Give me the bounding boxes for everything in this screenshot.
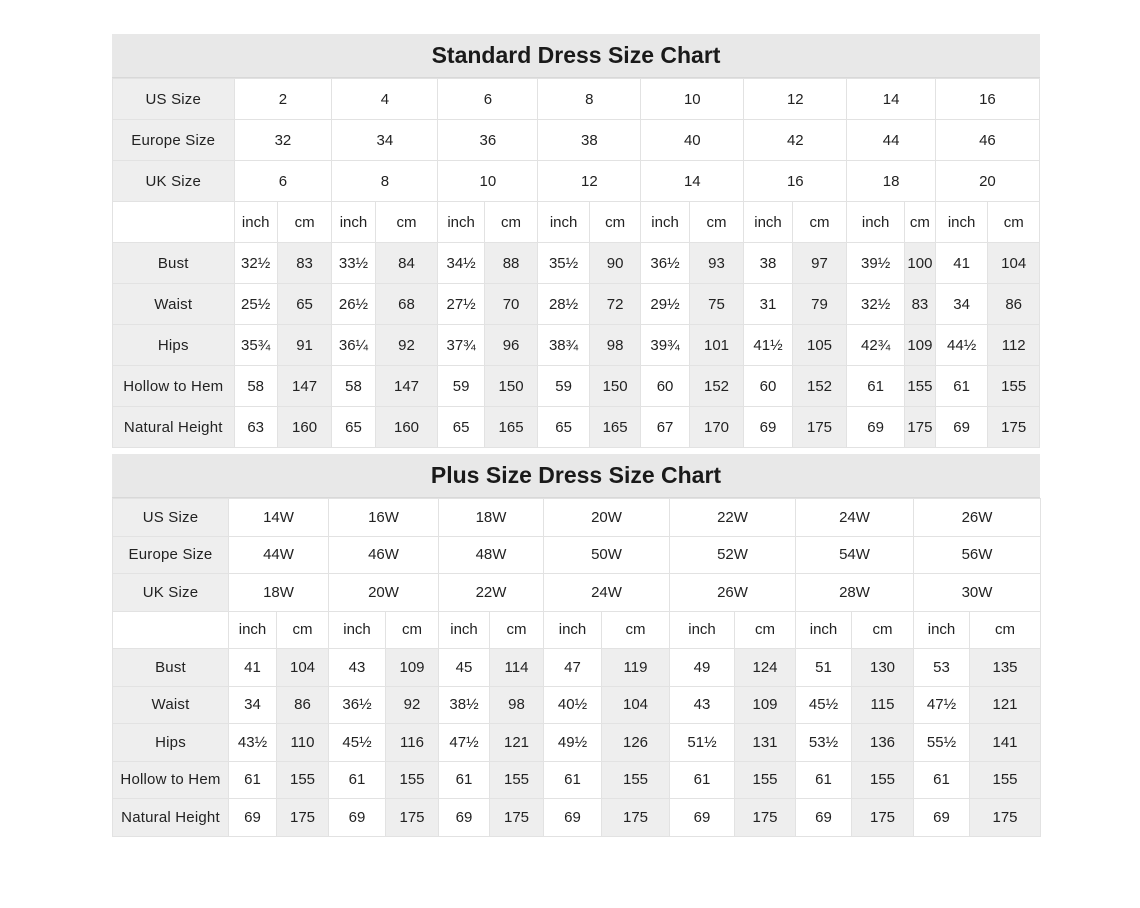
cm-value-cell: 147 xyxy=(277,366,332,407)
plus-unit-row xyxy=(113,611,1041,649)
row-label: US Size xyxy=(113,79,235,120)
unit-cm-header: cm xyxy=(792,202,847,243)
inch-value-cell: 69 xyxy=(935,407,988,448)
cm-value-cell: 112 xyxy=(988,325,1040,366)
plus-measure-row xyxy=(113,799,1041,837)
inch-value-cell: 55½ xyxy=(914,724,970,762)
cm-value-cell: 150 xyxy=(589,366,641,407)
row-label: Hips xyxy=(113,724,229,762)
inch-value-cell: 38½ xyxy=(439,686,490,724)
row-label: UK Size xyxy=(113,574,229,612)
inch-value-cell: 59 xyxy=(438,366,484,407)
size-cell: 48W xyxy=(439,536,544,574)
inch-value-cell: 41 xyxy=(229,649,277,687)
inch-value-cell: 47 xyxy=(544,649,602,687)
inch-value-cell: 34½ xyxy=(438,243,484,284)
size-cell: 4 xyxy=(332,79,438,120)
inch-value-cell: 69 xyxy=(229,799,277,837)
inch-value-cell: 61 xyxy=(439,761,490,799)
standard-unit-row xyxy=(113,202,1040,243)
inch-value-cell: 36¼ xyxy=(332,325,375,366)
size-cell: 16 xyxy=(744,161,847,202)
inch-value-cell: 26½ xyxy=(332,284,375,325)
cm-value-cell: 155 xyxy=(490,761,544,799)
cm-value-cell: 175 xyxy=(970,799,1041,837)
unit-inch-header: inch xyxy=(670,611,735,649)
cm-value-cell: 91 xyxy=(277,325,332,366)
inch-value-cell: 47½ xyxy=(914,686,970,724)
cm-value-cell: 160 xyxy=(277,407,332,448)
unit-cm-header: cm xyxy=(484,202,538,243)
cm-value-cell: 175 xyxy=(852,799,914,837)
inch-value-cell: 27½ xyxy=(438,284,484,325)
cm-value-cell: 75 xyxy=(689,284,744,325)
inch-value-cell: 51 xyxy=(796,649,852,687)
inch-value-cell: 61 xyxy=(796,761,852,799)
inch-value-cell: 61 xyxy=(847,366,905,407)
cm-value-cell: 88 xyxy=(484,243,538,284)
cm-value-cell: 109 xyxy=(735,686,796,724)
cm-value-cell: 175 xyxy=(904,407,935,448)
size-cell: 22W xyxy=(670,499,796,537)
inch-value-cell: 34 xyxy=(935,284,988,325)
inch-value-cell: 63 xyxy=(234,407,277,448)
inch-value-cell: 28½ xyxy=(538,284,590,325)
row-label: Hips xyxy=(113,325,235,366)
unit-inch-header: inch xyxy=(847,202,905,243)
cm-value-cell: 104 xyxy=(602,686,670,724)
unit-cm-header: cm xyxy=(602,611,670,649)
cm-value-cell: 175 xyxy=(988,407,1040,448)
cm-value-cell: 150 xyxy=(484,366,538,407)
size-cell: 32 xyxy=(234,120,332,161)
size-cell: 8 xyxy=(332,161,438,202)
inch-value-cell: 45½ xyxy=(796,686,852,724)
cm-value-cell: 155 xyxy=(988,366,1040,407)
size-cell: 14W xyxy=(229,499,329,537)
unit-inch-header: inch xyxy=(641,202,689,243)
size-cell: 18W xyxy=(229,574,329,612)
inch-value-cell: 43½ xyxy=(229,724,277,762)
row-label: US Size xyxy=(113,499,229,537)
size-cell: 20W xyxy=(544,499,670,537)
size-cell: 52W xyxy=(670,536,796,574)
standard-measure-row xyxy=(113,366,1040,407)
row-label: Europe Size xyxy=(113,120,235,161)
inch-value-cell: 58 xyxy=(332,366,375,407)
inch-value-cell: 65 xyxy=(538,407,590,448)
cm-value-cell: 155 xyxy=(602,761,670,799)
unit-inch-header: inch xyxy=(438,202,484,243)
inch-value-cell: 33½ xyxy=(332,243,375,284)
size-cell: 12 xyxy=(744,79,847,120)
inch-value-cell: 41½ xyxy=(744,325,792,366)
inch-value-cell: 67 xyxy=(641,407,689,448)
size-cell: 40 xyxy=(641,120,744,161)
cm-value-cell: 160 xyxy=(375,407,438,448)
plus-measure-row xyxy=(113,686,1041,724)
size-cell: 6 xyxy=(438,79,538,120)
inch-value-cell: 36½ xyxy=(329,686,386,724)
cm-value-cell: 109 xyxy=(386,649,439,687)
inch-value-cell: 38¾ xyxy=(538,325,590,366)
size-cell: 16W xyxy=(329,499,439,537)
inch-value-cell: 31 xyxy=(744,284,792,325)
row-label: Natural Height xyxy=(113,799,229,837)
cm-value-cell: 83 xyxy=(277,243,332,284)
unit-inch-header: inch xyxy=(538,202,590,243)
inch-value-cell: 69 xyxy=(544,799,602,837)
cm-value-cell: 165 xyxy=(484,407,538,448)
cm-value-cell: 97 xyxy=(792,243,847,284)
cm-value-cell: 152 xyxy=(792,366,847,407)
inch-value-cell: 59 xyxy=(538,366,590,407)
cm-value-cell: 165 xyxy=(589,407,641,448)
inch-value-cell: 58 xyxy=(234,366,277,407)
size-cell: 2 xyxy=(234,79,332,120)
inch-value-cell: 69 xyxy=(796,799,852,837)
cm-value-cell: 93 xyxy=(689,243,744,284)
plus-measure-row xyxy=(113,724,1041,762)
cm-value-cell: 175 xyxy=(386,799,439,837)
unit-inch-header: inch xyxy=(796,611,852,649)
inch-value-cell: 42¾ xyxy=(847,325,905,366)
row-label: Waist xyxy=(113,284,235,325)
unit-cm-header: cm xyxy=(904,202,935,243)
unit-inch-header: inch xyxy=(914,611,970,649)
unit-row-label xyxy=(113,611,229,649)
inch-value-cell: 53 xyxy=(914,649,970,687)
plus-measure-row xyxy=(113,761,1041,799)
unit-cm-header: cm xyxy=(375,202,438,243)
cm-value-cell: 131 xyxy=(735,724,796,762)
cm-value-cell: 104 xyxy=(277,649,329,687)
inch-value-cell: 69 xyxy=(744,407,792,448)
row-label: Europe Size xyxy=(113,536,229,574)
unit-cm-header: cm xyxy=(589,202,641,243)
size-cell: 50W xyxy=(544,536,670,574)
inch-value-cell: 61 xyxy=(329,761,386,799)
inch-value-cell: 45 xyxy=(439,649,490,687)
cm-value-cell: 141 xyxy=(970,724,1041,762)
cm-value-cell: 136 xyxy=(852,724,914,762)
cm-value-cell: 105 xyxy=(792,325,847,366)
inch-value-cell: 49½ xyxy=(544,724,602,762)
cm-value-cell: 126 xyxy=(602,724,670,762)
cm-value-cell: 121 xyxy=(970,686,1041,724)
cm-value-cell: 152 xyxy=(689,366,744,407)
inch-value-cell: 69 xyxy=(914,799,970,837)
size-cell: 46 xyxy=(935,120,1039,161)
inch-value-cell: 39¾ xyxy=(641,325,689,366)
cm-value-cell: 175 xyxy=(792,407,847,448)
inch-value-cell: 49 xyxy=(670,649,735,687)
cm-value-cell: 115 xyxy=(852,686,914,724)
inch-value-cell: 43 xyxy=(329,649,386,687)
inch-value-cell: 60 xyxy=(641,366,689,407)
cm-value-cell: 86 xyxy=(988,284,1040,325)
size-cell: 56W xyxy=(914,536,1041,574)
cm-value-cell: 83 xyxy=(904,284,935,325)
cm-value-cell: 110 xyxy=(277,724,329,762)
standard-measure-row xyxy=(113,284,1040,325)
inch-value-cell: 41 xyxy=(935,243,988,284)
cm-value-cell: 70 xyxy=(484,284,538,325)
size-cell: 44 xyxy=(847,120,936,161)
cm-value-cell: 101 xyxy=(689,325,744,366)
unit-cm-header: cm xyxy=(988,202,1040,243)
inch-value-cell: 61 xyxy=(229,761,277,799)
unit-cm-header: cm xyxy=(735,611,796,649)
size-cell: 24W xyxy=(796,499,914,537)
size-cell: 14 xyxy=(847,79,936,120)
cm-value-cell: 175 xyxy=(490,799,544,837)
unit-inch-header: inch xyxy=(332,202,375,243)
inch-value-cell: 69 xyxy=(847,407,905,448)
inch-value-cell: 38 xyxy=(744,243,792,284)
inch-value-cell: 25½ xyxy=(234,284,277,325)
inch-value-cell: 34 xyxy=(229,686,277,724)
inch-value-cell: 29½ xyxy=(641,284,689,325)
inch-value-cell: 40½ xyxy=(544,686,602,724)
row-label: Hollow to Hem xyxy=(113,366,235,407)
unit-row-label xyxy=(113,202,235,243)
size-cell: 18 xyxy=(847,161,936,202)
unit-inch-header: inch xyxy=(744,202,792,243)
standard-size-row xyxy=(113,79,1040,120)
row-label: Waist xyxy=(113,686,229,724)
inch-value-cell: 61 xyxy=(544,761,602,799)
size-cell: 12 xyxy=(538,161,641,202)
cm-value-cell: 175 xyxy=(277,799,329,837)
unit-cm-header: cm xyxy=(490,611,544,649)
size-cell: 10 xyxy=(641,79,744,120)
cm-value-cell: 92 xyxy=(386,686,439,724)
inch-value-cell: 44½ xyxy=(935,325,988,366)
standard-size-row xyxy=(113,120,1040,161)
cm-value-cell: 100 xyxy=(904,243,935,284)
standard-measure-row xyxy=(113,243,1040,284)
cm-value-cell: 155 xyxy=(904,366,935,407)
unit-cm-header: cm xyxy=(277,202,332,243)
inch-value-cell: 61 xyxy=(670,761,735,799)
cm-value-cell: 135 xyxy=(970,649,1041,687)
cm-value-cell: 79 xyxy=(792,284,847,325)
standard-size-row xyxy=(113,161,1040,202)
size-cell: 6 xyxy=(234,161,332,202)
unit-inch-header: inch xyxy=(439,611,490,649)
size-cell: 16 xyxy=(935,79,1039,120)
size-cell: 10 xyxy=(438,161,538,202)
size-cell: 18W xyxy=(439,499,544,537)
size-cell: 46W xyxy=(329,536,439,574)
inch-value-cell: 35½ xyxy=(538,243,590,284)
inch-value-cell: 61 xyxy=(935,366,988,407)
cm-value-cell: 119 xyxy=(602,649,670,687)
cm-value-cell: 175 xyxy=(602,799,670,837)
cm-value-cell: 121 xyxy=(490,724,544,762)
size-cell: 34 xyxy=(332,120,438,161)
size-cell: 36 xyxy=(438,120,538,161)
standard-size-table xyxy=(112,78,1040,448)
inch-value-cell: 45½ xyxy=(329,724,386,762)
cm-value-cell: 98 xyxy=(490,686,544,724)
inch-value-cell: 32½ xyxy=(234,243,277,284)
cm-value-cell: 147 xyxy=(375,366,438,407)
unit-inch-header: inch xyxy=(329,611,386,649)
size-cell: 20W xyxy=(329,574,439,612)
plus-size-table xyxy=(112,498,1041,837)
unit-cm-header: cm xyxy=(386,611,439,649)
unit-inch-header: inch xyxy=(544,611,602,649)
standard-measure-row xyxy=(113,325,1040,366)
cm-value-cell: 84 xyxy=(375,243,438,284)
cm-value-cell: 72 xyxy=(589,284,641,325)
cm-value-cell: 114 xyxy=(490,649,544,687)
row-label: Hollow to Hem xyxy=(113,761,229,799)
plus-size-row xyxy=(113,536,1041,574)
unit-inch-header: inch xyxy=(229,611,277,649)
inch-value-cell: 47½ xyxy=(439,724,490,762)
cm-value-cell: 96 xyxy=(484,325,538,366)
row-label: Bust xyxy=(113,243,235,284)
size-cell: 28W xyxy=(796,574,914,612)
plus-size-row xyxy=(113,574,1041,612)
cm-value-cell: 130 xyxy=(852,649,914,687)
size-cell: 20 xyxy=(935,161,1039,202)
unit-cm-header: cm xyxy=(277,611,329,649)
standard-measure-row xyxy=(113,407,1040,448)
inch-value-cell: 51½ xyxy=(670,724,735,762)
row-label: Bust xyxy=(113,649,229,687)
size-cell: 44W xyxy=(229,536,329,574)
inch-value-cell: 43 xyxy=(670,686,735,724)
size-cell: 8 xyxy=(538,79,641,120)
inch-value-cell: 60 xyxy=(744,366,792,407)
size-chart-sheet xyxy=(112,34,1040,837)
size-cell: 14 xyxy=(641,161,744,202)
size-cell: 30W xyxy=(914,574,1041,612)
size-cell: 26W xyxy=(670,574,796,612)
cm-value-cell: 90 xyxy=(589,243,641,284)
unit-cm-header: cm xyxy=(970,611,1041,649)
cm-value-cell: 155 xyxy=(852,761,914,799)
inch-value-cell: 69 xyxy=(329,799,386,837)
cm-value-cell: 104 xyxy=(988,243,1040,284)
cm-value-cell: 155 xyxy=(970,761,1041,799)
cm-value-cell: 98 xyxy=(589,325,641,366)
inch-value-cell: 37¾ xyxy=(438,325,484,366)
size-cell: 38 xyxy=(538,120,641,161)
inch-value-cell: 53½ xyxy=(796,724,852,762)
cm-value-cell: 109 xyxy=(904,325,935,366)
size-cell: 26W xyxy=(914,499,1041,537)
cm-value-cell: 92 xyxy=(375,325,438,366)
size-cell: 42 xyxy=(744,120,847,161)
cm-value-cell: 68 xyxy=(375,284,438,325)
size-cell: 22W xyxy=(439,574,544,612)
standard-chart-title: Standard Dress Size Chart xyxy=(112,34,1040,78)
size-cell: 24W xyxy=(544,574,670,612)
cm-value-cell: 170 xyxy=(689,407,744,448)
inch-value-cell: 32½ xyxy=(847,284,905,325)
cm-value-cell: 175 xyxy=(735,799,796,837)
cm-value-cell: 155 xyxy=(735,761,796,799)
inch-value-cell: 65 xyxy=(332,407,375,448)
row-label: UK Size xyxy=(113,161,235,202)
unit-inch-header: inch xyxy=(935,202,988,243)
inch-value-cell: 65 xyxy=(438,407,484,448)
row-label: Natural Height xyxy=(113,407,235,448)
plus-chart-title: Plus Size Dress Size Chart xyxy=(112,454,1040,498)
size-cell: 54W xyxy=(796,536,914,574)
unit-cm-header: cm xyxy=(689,202,744,243)
inch-value-cell: 36½ xyxy=(641,243,689,284)
cm-value-cell: 116 xyxy=(386,724,439,762)
inch-value-cell: 69 xyxy=(439,799,490,837)
plus-measure-row xyxy=(113,649,1041,687)
unit-cm-header: cm xyxy=(852,611,914,649)
inch-value-cell: 61 xyxy=(914,761,970,799)
cm-value-cell: 155 xyxy=(277,761,329,799)
plus-size-row xyxy=(113,499,1041,537)
inch-value-cell: 69 xyxy=(670,799,735,837)
cm-value-cell: 86 xyxy=(277,686,329,724)
cm-value-cell: 155 xyxy=(386,761,439,799)
inch-value-cell: 35¾ xyxy=(234,325,277,366)
unit-inch-header: inch xyxy=(234,202,277,243)
cm-value-cell: 65 xyxy=(277,284,332,325)
inch-value-cell: 39½ xyxy=(847,243,905,284)
cm-value-cell: 124 xyxy=(735,649,796,687)
